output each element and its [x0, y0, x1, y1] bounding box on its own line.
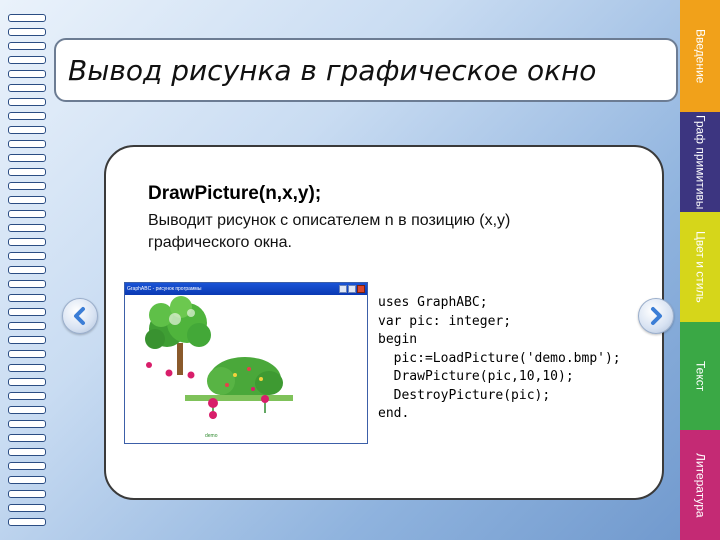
binding-ring [8, 420, 46, 428]
tab-label: Граф примитивы [693, 114, 708, 210]
code-line: uses GraphABC; [378, 295, 488, 310]
code-line: DrawPicture(pic,10,10); [378, 369, 574, 384]
tab-label: Цвет и стиль [693, 231, 708, 303]
grass [185, 395, 293, 401]
close-icon [357, 285, 365, 293]
chevron-left-icon [70, 306, 90, 326]
graph-window-screenshot [124, 282, 368, 444]
tab-literature[interactable] [680, 430, 720, 540]
binding-ring [8, 28, 46, 36]
binding-ring [8, 448, 46, 456]
code-line: var pic: integer; [378, 313, 512, 329]
tab-label: Литература [693, 452, 708, 518]
tab-label: Текст [693, 360, 708, 392]
binding-ring [8, 14, 46, 22]
binding-ring [8, 196, 46, 204]
binding-ring [8, 490, 46, 498]
binding-ring [8, 504, 46, 512]
graph-window-title: GraphABC - рисунок программы [127, 286, 202, 292]
binding-ring [8, 210, 46, 218]
binding-ring [8, 266, 46, 274]
code-line: pic:=LoadPicture('demo.bmp'); [378, 350, 621, 366]
maximize-icon [348, 285, 356, 293]
binding-ring [8, 336, 46, 344]
binding-ring [8, 392, 46, 400]
code-line: end. [378, 406, 410, 421]
binding-ring [8, 294, 46, 302]
binding-ring [8, 224, 46, 232]
graph-window-titlebar [125, 283, 367, 295]
binding-ring [8, 308, 46, 316]
page-title: Вывод рисунка в графическое окно [68, 53, 597, 87]
binding-ring [8, 70, 46, 78]
drawn-picture [125, 295, 367, 443]
code-line: DestroyPicture(pic); [378, 387, 551, 403]
chevron-right-icon [646, 306, 666, 326]
binding-ring [8, 168, 46, 176]
function-description: Выводит рисунок с описателем n в позицию (x,y) графического окна. [148, 212, 511, 251]
binding-ring [8, 252, 46, 260]
binding-ring [8, 42, 46, 50]
binding-ring [8, 126, 46, 134]
code-listing [378, 294, 621, 424]
tab-color-style[interactable] [680, 212, 720, 322]
flower [166, 370, 173, 377]
function-signature: DrawPicture(n,x,y); [148, 183, 322, 204]
binding-ring [8, 350, 46, 358]
title-box [54, 38, 678, 102]
binding-ring [8, 462, 46, 470]
tab-intro[interactable] [680, 0, 720, 112]
window-controls [339, 285, 365, 293]
binding-ring [8, 322, 46, 330]
flower [208, 398, 218, 408]
picture-caption: demo [205, 433, 218, 439]
binding-ring [8, 280, 46, 288]
binding-ring [8, 140, 46, 148]
binding-ring [8, 238, 46, 246]
minimize-icon [339, 285, 347, 293]
prev-slide-button[interactable] [62, 298, 98, 334]
code-line: begin [378, 332, 418, 347]
binding-ring [8, 476, 46, 484]
binding-ring [8, 56, 46, 64]
spiral-binding [8, 14, 48, 534]
content-card [104, 145, 664, 500]
binding-ring [8, 434, 46, 442]
binding-ring [8, 364, 46, 372]
next-slide-button[interactable] [638, 298, 674, 334]
binding-ring [8, 406, 46, 414]
tab-label: Введение [693, 28, 708, 84]
binding-ring [8, 182, 46, 190]
binding-ring [8, 98, 46, 106]
binding-ring [8, 84, 46, 92]
tree-trunk [177, 343, 183, 375]
binding-ring [8, 518, 46, 526]
binding-ring [8, 378, 46, 386]
tab-text[interactable] [680, 322, 720, 430]
binding-ring [8, 154, 46, 162]
tab-graphics-primitives[interactable] [680, 112, 720, 212]
binding-ring [8, 112, 46, 120]
